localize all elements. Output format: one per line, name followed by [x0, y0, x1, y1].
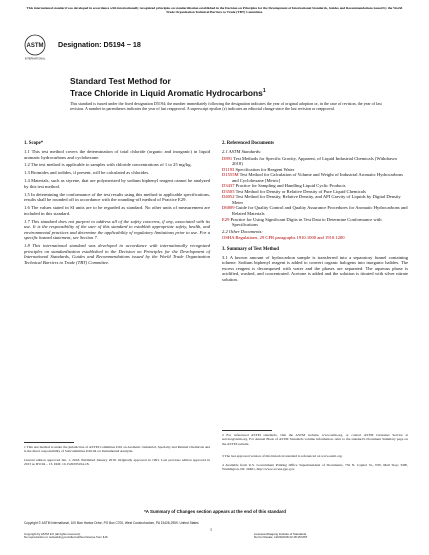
ref-item[interactable]: E29 Practice for Using Significant Digits in Test Data to Determine Conformance with Specifications [222, 216, 382, 228]
ref-item[interactable]: D4052 Test Method for Density, Relative Density, and API Gravity of Liquids by Digital Density Meter [222, 194, 401, 205]
scope-1-1: 1.1 This test method covers the determination of total chloride (organic and inorganic) in liquid aromatic hydrocarbons and cyclohexane. [24, 149, 210, 160]
top-notice: This international standard was developed in accordance with internationally recognized principles on standardization established in the Decision on Principles for the Development of International Standards, Guides and Recommendations issued by the World Trade Organization Technical Barriers to Trade (TBT) Committee. [26, 6, 403, 14]
astm-logo [24, 34, 46, 62]
scope-1-6: 1.6 The values stated in SI units are to be regarded as standard. No other units of measurement are included in this standard. [24, 205, 210, 216]
astm-standards-subheading: 2.1 ASTM Standards: [222, 149, 262, 154]
right-footnote-4: 4 Available from U.S. Government Printing Office Superintendent of Documents, 732 N. Capitol St., NW, Mail Stop: SDE, Washington, DC 20401, http://www.access.gpo.gov. [222, 463, 408, 472]
ref-item[interactable]: D3437 Practice for Sampling and Handling Liquid Cyclic Products [222, 183, 346, 189]
ref-item[interactable]: D1193 Specification for Reagent Water [222, 166, 295, 172]
summary-of-changes-banner: *A Summary of Changes section appears at the end of this standard [144, 509, 286, 514]
ref-item[interactable]: D891 Test Methods for Specific Gravity, Apparent, of Liquid Industrial Chemicals (Withdrawn 2018) [222, 155, 397, 167]
scope-1-4: 1.4 Materials, such as styrene, that are polymerized by sodium biphenyl reagent cannot be analyzed by this test method. [24, 178, 210, 189]
left-column [24, 141, 210, 268]
right-footnote-2: 2 For referenced ASTM standards, visit the ASTM website, www.astm.org, or contact ASTM Customer Service at service@astm.org. For Annual Book of ASTM Standards volume information, refer to the standard's Document Summary page on the ASTM website. [222, 433, 408, 446]
ref-item[interactable]: D6809 Guide for Quality Control and Quality Assurance Procedures for Aromatic Hydrocarbons and Related Materials [222, 205, 408, 217]
license-left: Copyright by ASTM Int'l (all rights reserved); No reproduction or networking permitted without license from IHS [24, 532, 108, 540]
left-footnote-1: 1 This test method is under the jurisdiction of ASTM Committee D16 on Aromatic, Industrial, Specialty and Related Chemicals and is the direct responsibility of Subcommittee D16.04 on Instrumental Analysis. [24, 445, 210, 454]
title-footnote-mark: 1 [262, 88, 266, 94]
intro-paragraph: This standard is issued under the fixed designation D5194; the number immediately following the designation indicates the year of original adoption or, in the case of revision, the year of last revision. A number in parentheses indicates the year of last reapproval. A superscript epsilon (ε) indicates an editorial change since the last revision or reapproval. [70, 101, 382, 111]
scope-1-3: 1.3 Bromides and iodides, if present, will be calculated as chlorides. [24, 170, 150, 176]
referenced-documents-heading: 2. Referenced Documents [222, 141, 274, 146]
title-line-2: Trace Chloride in Liquid Aromatic Hydrocarbons$^1$ [70, 87, 266, 98]
page-number: 1 [210, 527, 212, 532]
ref-item[interactable]: D1555M Test Method for Calculation of Volume and Weight of Industrial Aromatic Hydrocarbons and Cyclohexane [Metric] [222, 172, 403, 183]
copyright-line: Copyright © ASTM International, 100 Barr Harbor Drive, PO Box C700, West Conshohocken, PA 19428-2959. United States [24, 521, 199, 525]
logo-subtext: INTERNATIONAL [24, 57, 46, 61]
scope-1-2: 1.2 The test method is applicable to samples with chloride concentrations of 1 to 25 mg/kg. [24, 162, 192, 168]
scope-heading: 1. Scope* [24, 141, 44, 146]
designation: Designation: D5194 − 18 [58, 40, 141, 49]
scope-1-7: 1.7 This standard does not purport to address all of the safety concerns, if any, associated with its use. It is the responsibility of the user of this standard to establish appropriate safety, health, and environmental practices and determine the applicability of regulatory limitations prior to use. For a specific hazard statement, see Section 7. [24, 218, 210, 241]
logo-text: ASTM [26, 43, 44, 49]
osha-reference-link[interactable]: OSHA Regulations, 29 CFR paragraphs 1910.1000 and 1910.1200 [222, 235, 345, 241]
left-footnote-2: Current edition approved Jan. 1, 2018. Published January 2018. Originally approved in 1991. Last previous edition approved in 2013 as D5194 – 13. DOI: 10.1520/D5194-18. [24, 458, 210, 467]
license-right: Licensee=Daejung Institute of Standards Not for Resale, 12/20/2018 22:18:18 MST [254, 532, 308, 540]
standard-title [70, 76, 266, 98]
summary-heading: 3. Summary of Test Method [222, 246, 279, 252]
summary-3-1: 3.1 A known amount of hydrocarbon sample is transferred into a separatory funnel containing toluene. Sodium biphenyl reagent is added to convert organic halogens into inorganic halides. The excess reagent is decomposed with water and the phases are separated. The aqueous phase is acidified, washed, and concentrated. Acetone is added and the solution is titrated with silver nitrate solution. [222, 254, 408, 282]
right-footnote-rule [222, 430, 272, 431]
scope-1-8: 1.8 This international standard was developed in accordance with internationally recognized principles on standardization established in the Decision on Principles for the Development of International Standards, Guides and Recommendations issued by the World Trade Organization Technical Barriers to Trade (TBT) Committee. [24, 243, 210, 266]
right-footnote-3: 3 The last approved version of this historical standard is referenced on www.astm.org. [222, 454, 343, 458]
right-column [222, 141, 408, 285]
title-line-1: Standard Test Method for [70, 76, 171, 86]
other-documents-subheading: 2.2 Other Documents: [222, 228, 263, 234]
ref-item[interactable]: D3505 Test Method for Density or Relative Density of Pure Liquid Chemicals [222, 188, 366, 194]
left-footnote-rule [24, 442, 74, 443]
scope-1-5: 1.5 In determining the conformance of the test results using this method to applicable specifications, results shall be rounded off in accordance with the rounding-off method of Practice E29. [24, 191, 210, 203]
